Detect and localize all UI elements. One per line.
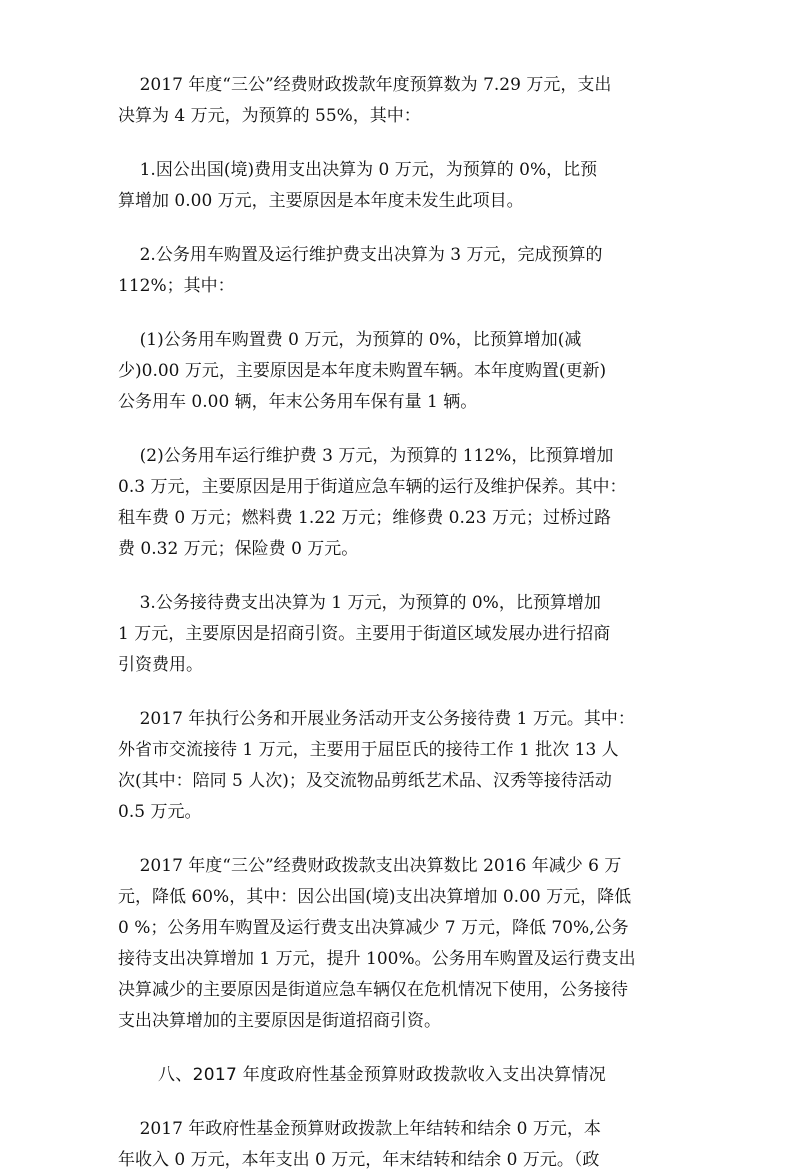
- text-line: 元，降低 60%，其中：因公出国(境)支出决算增加 0.00 万元，降低: [118, 887, 632, 907]
- text-line: 2017 年度“三公”经费财政拨款年度预算数为 7.29 万元，支出: [118, 75, 612, 95]
- text-line: (1)公务用车购置费 0 万元，为预算的 0%，比预算增加(减: [118, 330, 582, 350]
- text-line: 2017 年度“三公”经费财政拨款支出决算数比 2016 年减少 6 万: [118, 856, 622, 876]
- text-line: 外省市交流接待 1 万元，主要用于屈臣氏的接待工作 1 批次 13 人: [118, 740, 619, 760]
- text-line: 次(其中：陪同 5 人次)；及交流物品剪纸艺术品、汉秀等接待活动: [118, 771, 612, 791]
- text-line: 引资费用。: [118, 655, 203, 675]
- text-line: 2017 年执行公务和开展业务活动开支公务接待费 1 万元。其中：: [118, 709, 635, 729]
- text-line: 少)0.00 万元，主要原因是本年度未购置车辆。本年度购置(更新): [118, 361, 607, 381]
- text-line: 0.3 万元，主要原因是用于街道应急车辆的运行及维护保养。其中：: [118, 477, 627, 497]
- paragraph-reception: [118, 588, 684, 681]
- section-heading: 八、2017 年度政府性基金预算财政拨款收入支出决算情况: [158, 1065, 607, 1085]
- text-line: 公务用车 0.00 辆，年末公务用车保有量 1 辆。: [118, 392, 478, 412]
- text-line: 112%；其中：: [118, 276, 235, 296]
- paragraph-sangong-summary: [118, 70, 684, 132]
- text-line: 3.公务接待费支出决算为 1 万元，为预算的 0%，比预算增加: [118, 593, 601, 613]
- document-page: [118, 66, 684, 1176]
- paragraph-overseas-travel: [118, 155, 684, 217]
- text-line: 租车费 0 万元；燃料费 1.22 万元；维修费 0.23 万元；过桥过路: [118, 508, 611, 528]
- text-line: 支出决算增加的主要原因是街道招商引资。: [118, 1011, 441, 1031]
- text-line: 0 %；公务用车购置及运行费支出决算减少 7 万元，降低 70%,公务: [118, 918, 629, 938]
- text-line: 决算为 4 万元，为预算的 55%，其中：: [118, 106, 421, 126]
- text-line: 2017 年政府性基金预算财政拨款上年结转和结余 0 万元，本: [118, 1119, 601, 1139]
- text-line: 年收入 0 万元，本年支出 0 万元，年末结转和结余 0 万元。（政: [118, 1150, 600, 1170]
- paragraph-government-fund: [118, 1114, 684, 1176]
- text-line: 接待支出决算增加 1 万元，提升 100%。公务用车购置及运行费支出: [118, 949, 636, 969]
- text-line: (2)公务用车运行维护费 3 万元，为预算的 112%，比预算增加: [118, 446, 614, 466]
- paragraph-vehicle-purchase: [118, 325, 684, 418]
- paragraph-year-comparison: [118, 851, 684, 1037]
- text-line: 1.因公出国(境)费用支出决算为 0 万元，为预算的 0%，比预: [118, 160, 598, 180]
- paragraph-vehicle-operation: [118, 441, 684, 565]
- text-line: 费 0.32 万元；保险费 0 万元。: [118, 539, 359, 559]
- text-line: 算增加 0.00 万元，主要原因是本年度未发生此项目。: [118, 191, 524, 211]
- text-line: 2.公务用车购置及运行维护费支出决算为 3 万元，完成预算的: [118, 245, 603, 265]
- text-line: 决算减少的主要原因是街道应急车辆仅在危机情况下使用，公务接待: [118, 980, 628, 1000]
- paragraph-vehicle-total: [118, 240, 684, 302]
- text-line: 1 万元，主要原因是招商引资。主要用于街道区域发展办进行招商: [118, 624, 611, 644]
- text-line: 0.5 万元。: [118, 802, 202, 822]
- paragraph-reception-detail: [118, 704, 684, 828]
